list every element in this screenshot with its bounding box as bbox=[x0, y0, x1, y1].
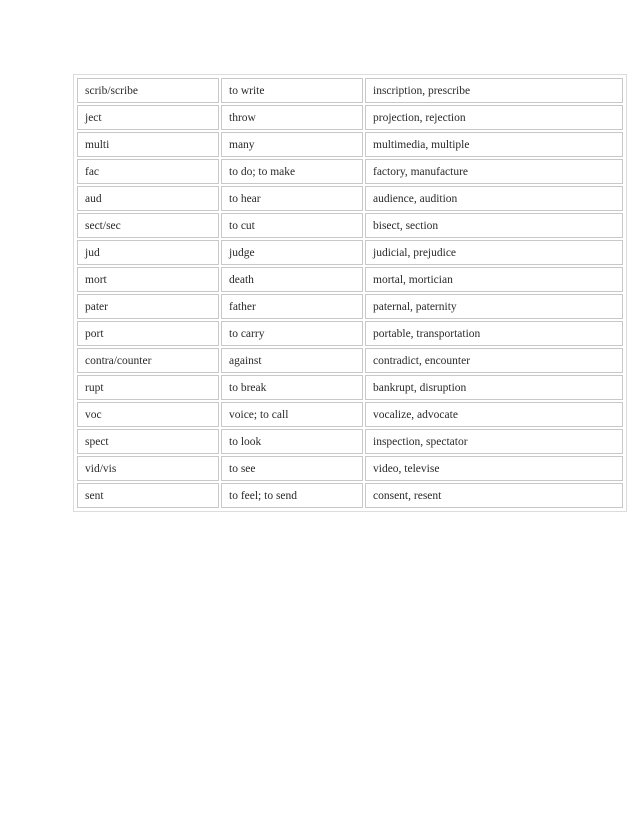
meaning-cell: death bbox=[221, 267, 363, 292]
meaning-cell: to hear bbox=[221, 186, 363, 211]
root-cell: pater bbox=[77, 294, 219, 319]
meaning-cell: many bbox=[221, 132, 363, 157]
roots-table-grid bbox=[75, 76, 625, 510]
table-row bbox=[77, 348, 623, 373]
root-cell: rupt bbox=[77, 375, 219, 400]
table-row bbox=[77, 321, 623, 346]
examples-cell: bisect, section bbox=[365, 213, 623, 238]
table-row bbox=[77, 213, 623, 238]
meaning-cell: voice; to call bbox=[221, 402, 363, 427]
examples-cell: judicial, prejudice bbox=[365, 240, 623, 265]
table-body bbox=[77, 78, 623, 508]
root-cell: sent bbox=[77, 483, 219, 508]
table-row bbox=[77, 402, 623, 427]
table-row bbox=[77, 267, 623, 292]
meaning-cell: judge bbox=[221, 240, 363, 265]
table-row bbox=[77, 159, 623, 184]
table-row bbox=[77, 375, 623, 400]
examples-cell: inscription, prescribe bbox=[365, 78, 623, 103]
meaning-cell: to write bbox=[221, 78, 363, 103]
table-row bbox=[77, 105, 623, 130]
root-cell: mort bbox=[77, 267, 219, 292]
root-cell: voc bbox=[77, 402, 219, 427]
meaning-cell: to look bbox=[221, 429, 363, 454]
root-cell: jud bbox=[77, 240, 219, 265]
root-cell: aud bbox=[77, 186, 219, 211]
examples-cell: inspection, spectator bbox=[365, 429, 623, 454]
table-row bbox=[77, 132, 623, 157]
table-row bbox=[77, 483, 623, 508]
table-row bbox=[77, 186, 623, 211]
root-cell: ject bbox=[77, 105, 219, 130]
meaning-cell: against bbox=[221, 348, 363, 373]
root-cell: port bbox=[77, 321, 219, 346]
table-row bbox=[77, 456, 623, 481]
root-cell: scrib/scribe bbox=[77, 78, 219, 103]
examples-cell: bankrupt, disruption bbox=[365, 375, 623, 400]
root-cell: multi bbox=[77, 132, 219, 157]
table-row bbox=[77, 78, 623, 103]
root-cell: vid/vis bbox=[77, 456, 219, 481]
examples-cell: mortal, mortician bbox=[365, 267, 623, 292]
table-row bbox=[77, 429, 623, 454]
root-cell: sect/sec bbox=[77, 213, 219, 238]
meaning-cell: to see bbox=[221, 456, 363, 481]
root-cell: contra/counter bbox=[77, 348, 219, 373]
root-cell: spect bbox=[77, 429, 219, 454]
root-cell: fac bbox=[77, 159, 219, 184]
examples-cell: multimedia, multiple bbox=[365, 132, 623, 157]
examples-cell: projection, rejection bbox=[365, 105, 623, 130]
meaning-cell: father bbox=[221, 294, 363, 319]
meaning-cell: to carry bbox=[221, 321, 363, 346]
meaning-cell: throw bbox=[221, 105, 363, 130]
examples-cell: audience, audition bbox=[365, 186, 623, 211]
examples-cell: paternal, paternity bbox=[365, 294, 623, 319]
examples-cell: consent, resent bbox=[365, 483, 623, 508]
meaning-cell: to do; to make bbox=[221, 159, 363, 184]
examples-cell: video, televise bbox=[365, 456, 623, 481]
examples-cell: portable, transportation bbox=[365, 321, 623, 346]
meaning-cell: to break bbox=[221, 375, 363, 400]
meaning-cell: to feel; to send bbox=[221, 483, 363, 508]
examples-cell: contradict, encounter bbox=[365, 348, 623, 373]
meaning-cell: to cut bbox=[221, 213, 363, 238]
word-roots-table bbox=[73, 74, 627, 512]
table-row bbox=[77, 294, 623, 319]
examples-cell: factory, manufacture bbox=[365, 159, 623, 184]
examples-cell: vocalize, advocate bbox=[365, 402, 623, 427]
table-row bbox=[77, 240, 623, 265]
